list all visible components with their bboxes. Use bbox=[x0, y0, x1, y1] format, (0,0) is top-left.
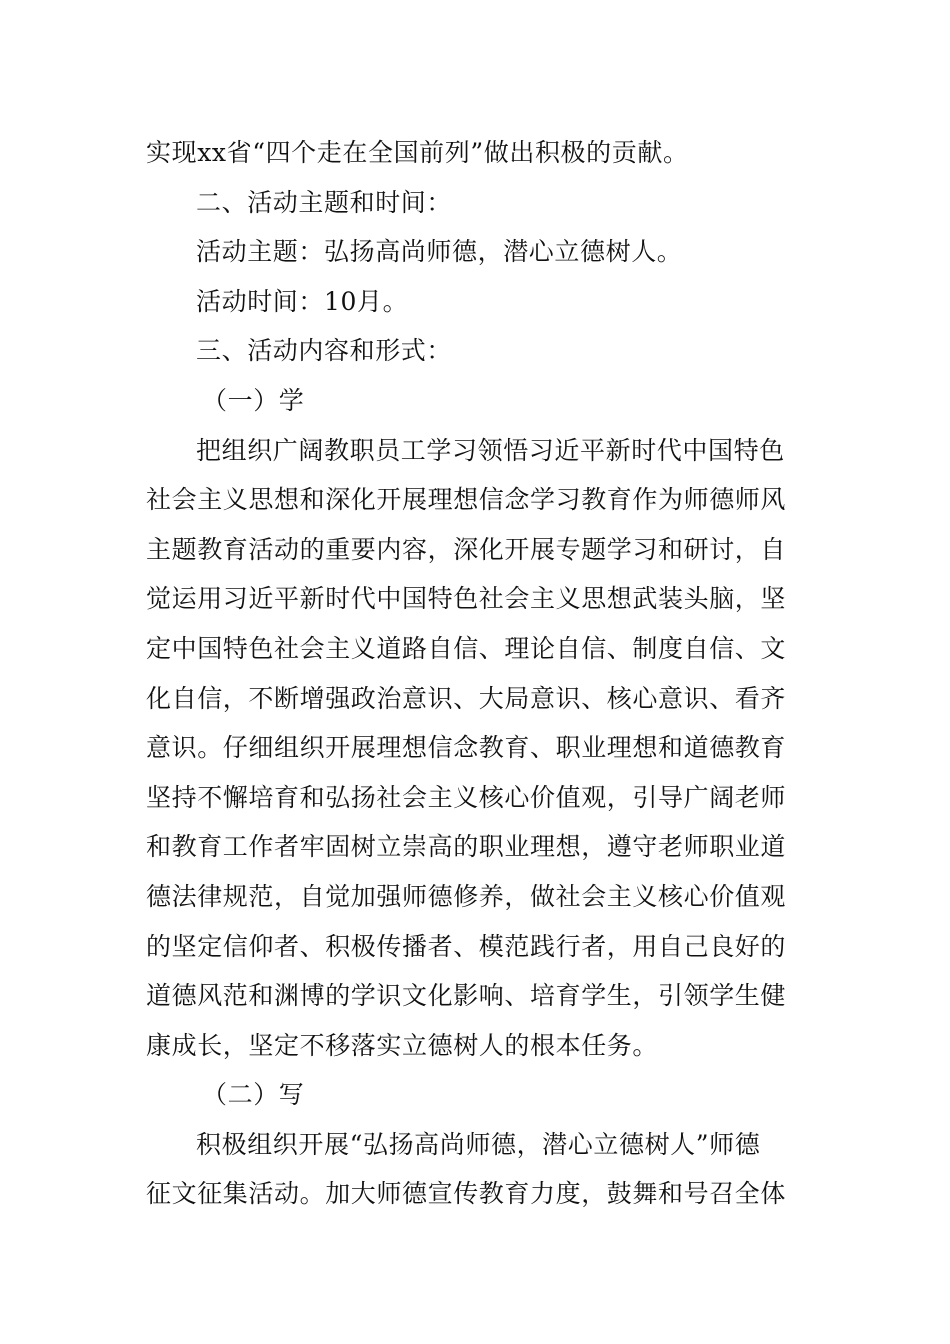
body-text-line: 和教育工作者牢固树立崇高的职业理想，遵守老师职业道 bbox=[146, 832, 787, 862]
body-text-line: 觉运用习近平新时代中国特色社会主义思想武装头脑，坚 bbox=[146, 584, 787, 614]
body-text-line: 康成长，坚定不移落实立德树人的根本任务。 bbox=[146, 1030, 659, 1060]
body-text-line: 意识。仔细组织开展理想信念教育、职业理想和道德教育 bbox=[146, 733, 787, 763]
body-text-line: 的坚定信仰者、积极传播者、模范践行者，用自己良好的 bbox=[146, 931, 787, 961]
body-text-line: 征文征集活动。加大师德宣传教育力度，鼓舞和号召全体 bbox=[146, 1179, 787, 1209]
document-page bbox=[146, 128, 806, 1219]
body-text-line: 积极组织开展“弘扬高尚师德，潜心立德树人”师德 bbox=[196, 1129, 761, 1159]
subheading-study: （一）学 bbox=[202, 385, 305, 415]
activity-time-line: 活动时间：10月。 bbox=[196, 286, 409, 316]
body-text-line: 社会主义思想和深化开展理想信念学习教育作为师德师风 bbox=[146, 485, 787, 515]
body-text-line: 把组织广阔教职员工学习领悟习近平新时代中国特色 bbox=[196, 435, 785, 465]
body-text-line: 德法律规范，自觉加强师德修养，做社会主义核心价值观 bbox=[146, 881, 787, 911]
body-text-line: 道德风范和渊博的学识文化影响、培育学生，引领学生健 bbox=[146, 981, 787, 1011]
body-text-line: 主题教育活动的重要内容，深化开展专题学习和研讨，自 bbox=[146, 534, 787, 564]
body-text-line: 坚持不懈培育和弘扬社会主义核心价值观，引导广阔老师 bbox=[146, 782, 787, 812]
body-text-line: 定中国特色社会主义道路自信、理论自信、制度自信、文 bbox=[146, 633, 787, 663]
activity-theme-line: 活动主题：弘扬高尚师德，潜心立德树人。 bbox=[196, 237, 683, 267]
section-heading-three: 三、活动内容和形式： bbox=[196, 336, 453, 366]
section-heading-two: 二、活动主题和时间： bbox=[196, 187, 453, 217]
subheading-write: （二）写 bbox=[202, 1080, 305, 1110]
paragraph-continuation-line: 实现xx省“四个走在全国前列”做出积极的贡献。 bbox=[146, 138, 689, 167]
body-text-line: 化自信，不断增强政治意识、大局意识、核心意识、看齐 bbox=[146, 683, 787, 713]
